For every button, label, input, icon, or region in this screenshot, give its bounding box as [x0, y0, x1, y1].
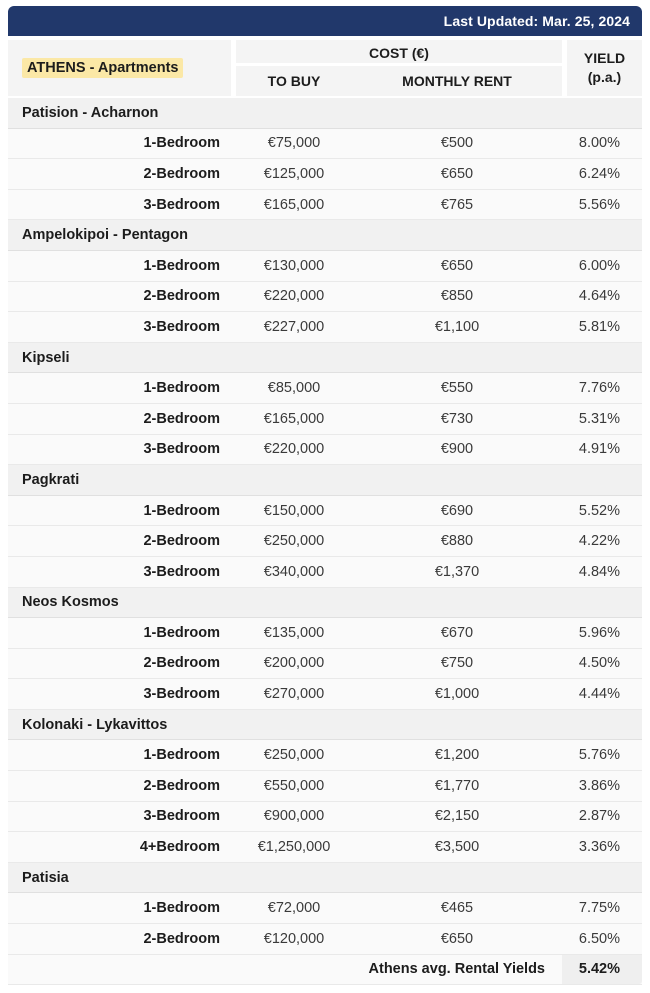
- monthly-rent-cell: €850: [440, 288, 474, 305]
- table-row: [8, 618, 642, 649]
- bedroom-type-cell: 2-Bedroom: [143, 165, 220, 182]
- section-row: [8, 465, 642, 496]
- yield-cell: 4.44%: [578, 686, 620, 703]
- column-header-yield: [567, 40, 642, 96]
- table-body: [8, 98, 642, 985]
- table-row: [8, 373, 642, 404]
- yield-cell: 5.31%: [578, 410, 620, 427]
- yield-cell: 4.84%: [578, 563, 620, 580]
- bedroom-type-cell: 2-Bedroom: [143, 410, 220, 427]
- buy-cost-cell: €135,000: [263, 624, 325, 641]
- section-name: Kipseli: [22, 349, 70, 366]
- buy-cost-cell: €85,000: [267, 380, 321, 397]
- monthly-rent-cell: €1,200: [434, 747, 480, 764]
- yield-cell: 6.00%: [578, 257, 620, 274]
- monthly-rent-cell: €500: [440, 135, 474, 152]
- yield-cell: 3.86%: [578, 777, 620, 794]
- last-updated-label: Last Updated: Mar. 25, 2024: [443, 13, 630, 29]
- bedroom-type-cell: 3-Bedroom: [143, 808, 220, 825]
- section-row: [8, 863, 642, 894]
- buy-cost-cell: €72,000: [267, 900, 321, 917]
- monthly-rent-cell: €750: [440, 655, 474, 672]
- bedroom-type-cell: 1-Bedroom: [143, 380, 220, 397]
- buy-cost-cell: €270,000: [263, 686, 325, 703]
- yield-cell: 6.50%: [578, 930, 620, 947]
- buy-cost-cell: €200,000: [263, 655, 325, 672]
- monthly-rent-cell: €690: [440, 502, 474, 519]
- yield-cell: 5.52%: [578, 502, 620, 519]
- monthly-rent-cell: €2,150: [434, 808, 480, 825]
- yield-cell: 4.91%: [578, 441, 620, 458]
- yield-sub-label: (p.a.): [587, 69, 622, 85]
- yield-cell: 6.24%: [578, 165, 620, 182]
- table-row: [8, 893, 642, 924]
- table-row: [8, 190, 642, 221]
- bedroom-type-cell: 2-Bedroom: [143, 533, 220, 550]
- bedroom-type-cell: 2-Bedroom: [143, 930, 220, 947]
- column-header-monthly-rent: MONTHLY RENT: [352, 66, 562, 96]
- section-row: [8, 588, 642, 619]
- section-row: [8, 98, 642, 129]
- yield-cell: 5.81%: [578, 318, 620, 335]
- footer-row: [8, 955, 642, 986]
- yield-cell: 5.76%: [578, 747, 620, 764]
- table-row: [8, 496, 642, 527]
- yield-cell: 4.22%: [578, 533, 620, 550]
- section-name: Ampelokipoi - Pentagon: [22, 227, 188, 244]
- column-header-cost: COST (€): [236, 40, 562, 63]
- table-row: [8, 404, 642, 435]
- bedroom-type-cell: 2-Bedroom: [143, 655, 220, 672]
- monthly-rent-cell: €1,100: [434, 318, 480, 335]
- section-name: Pagkrati: [22, 471, 80, 488]
- top-bar: [8, 6, 642, 36]
- section-row: [8, 710, 642, 741]
- section-name: Kolonaki - Lykavittos: [22, 716, 168, 733]
- bedroom-type-cell: 1-Bedroom: [143, 135, 220, 152]
- yield-cell: 2.87%: [578, 808, 620, 825]
- table-header-city-cell: [8, 40, 231, 96]
- buy-cost-cell: €125,000: [263, 165, 325, 182]
- monthly-rent-cell: €3,500: [434, 839, 480, 856]
- yield-cell: 8.00%: [578, 135, 620, 152]
- rental-yield-table-card: [8, 6, 642, 985]
- table-row: [8, 740, 642, 771]
- monthly-rent-cell: €1,370: [434, 563, 480, 580]
- monthly-rent-cell: €465: [440, 900, 474, 917]
- table-row: [8, 282, 642, 313]
- monthly-rent-cell: €1,000: [434, 686, 480, 703]
- buy-cost-cell: €165,000: [263, 196, 325, 213]
- bedroom-type-cell: 1-Bedroom: [143, 747, 220, 764]
- yield-cell: 5.96%: [578, 624, 620, 641]
- bedroom-type-cell: 1-Bedroom: [143, 502, 220, 519]
- monthly-rent-cell: €730: [440, 410, 474, 427]
- buy-cost-cell: €220,000: [263, 441, 325, 458]
- table-row: [8, 435, 642, 466]
- table-row: [8, 802, 642, 833]
- bedroom-type-cell: 3-Bedroom: [143, 196, 220, 213]
- bedroom-type-cell: 3-Bedroom: [143, 441, 220, 458]
- section-row: [8, 220, 642, 251]
- section-name: Patision - Acharnon: [22, 104, 159, 121]
- table-row: [8, 557, 642, 588]
- buy-cost-cell: €900,000: [263, 808, 325, 825]
- table-row: [8, 159, 642, 190]
- table-row: [8, 129, 642, 160]
- buy-cost-cell: €250,000: [263, 533, 325, 550]
- table-row: [8, 526, 642, 557]
- bedroom-type-cell: 3-Bedroom: [143, 686, 220, 703]
- yield-cell: 3.36%: [578, 839, 620, 856]
- table-row: [8, 251, 642, 282]
- section-name: Patisia: [22, 869, 69, 886]
- buy-cost-cell: €220,000: [263, 288, 325, 305]
- section-row: [8, 343, 642, 374]
- bedroom-type-cell: 4+Bedroom: [139, 839, 220, 856]
- monthly-rent-cell: €670: [440, 624, 474, 641]
- buy-cost-cell: €130,000: [263, 257, 325, 274]
- yield-label: YIELD: [583, 50, 626, 67]
- monthly-rent-cell: €900: [440, 441, 474, 458]
- yield-cell: 4.64%: [578, 288, 620, 305]
- table-row: [8, 924, 642, 955]
- page-title: ATHENS - Apartments: [22, 58, 183, 78]
- yield-cell: 7.76%: [578, 380, 620, 397]
- buy-cost-cell: €120,000: [263, 930, 325, 947]
- avg-rental-yields-label: Athens avg. Rental Yields: [368, 961, 545, 978]
- table-row: [8, 649, 642, 680]
- yield-cell: 7.75%: [578, 900, 620, 917]
- monthly-rent-cell: €650: [440, 257, 474, 274]
- table-row: [8, 312, 642, 343]
- monthly-rent-cell: €650: [440, 165, 474, 182]
- buy-cost-cell: €75,000: [267, 135, 321, 152]
- monthly-rent-cell: €765: [440, 196, 474, 213]
- buy-cost-cell: €150,000: [263, 502, 325, 519]
- bedroom-type-cell: 2-Bedroom: [143, 288, 220, 305]
- buy-cost-cell: €340,000: [263, 563, 325, 580]
- table-row: [8, 679, 642, 710]
- buy-cost-cell: €550,000: [263, 777, 325, 794]
- table-row: [8, 832, 642, 863]
- yield-cell: 5.56%: [578, 196, 620, 213]
- bedroom-type-cell: 3-Bedroom: [143, 318, 220, 335]
- bedroom-type-cell: 3-Bedroom: [143, 563, 220, 580]
- buy-cost-cell: €165,000: [263, 410, 325, 427]
- monthly-rent-cell: €1,770: [434, 777, 480, 794]
- monthly-rent-cell: €550: [440, 380, 474, 397]
- bedroom-type-cell: 1-Bedroom: [143, 257, 220, 274]
- monthly-rent-cell: €650: [440, 930, 474, 947]
- avg-rental-yields-value: 5.42%: [562, 955, 642, 985]
- buy-cost-cell: €250,000: [263, 747, 325, 764]
- bedroom-type-cell: 1-Bedroom: [143, 900, 220, 917]
- bedroom-type-cell: 2-Bedroom: [143, 777, 220, 794]
- bedroom-type-cell: 1-Bedroom: [143, 624, 220, 641]
- buy-cost-cell: €227,000: [263, 318, 325, 335]
- column-header-to-buy: TO BUY: [236, 66, 352, 96]
- buy-cost-cell: €1,250,000: [257, 839, 331, 856]
- yield-cell: 4.50%: [578, 655, 620, 672]
- table-row: [8, 771, 642, 802]
- monthly-rent-cell: €880: [440, 533, 474, 550]
- table-header: [8, 40, 642, 96]
- section-name: Neos Kosmos: [22, 594, 119, 611]
